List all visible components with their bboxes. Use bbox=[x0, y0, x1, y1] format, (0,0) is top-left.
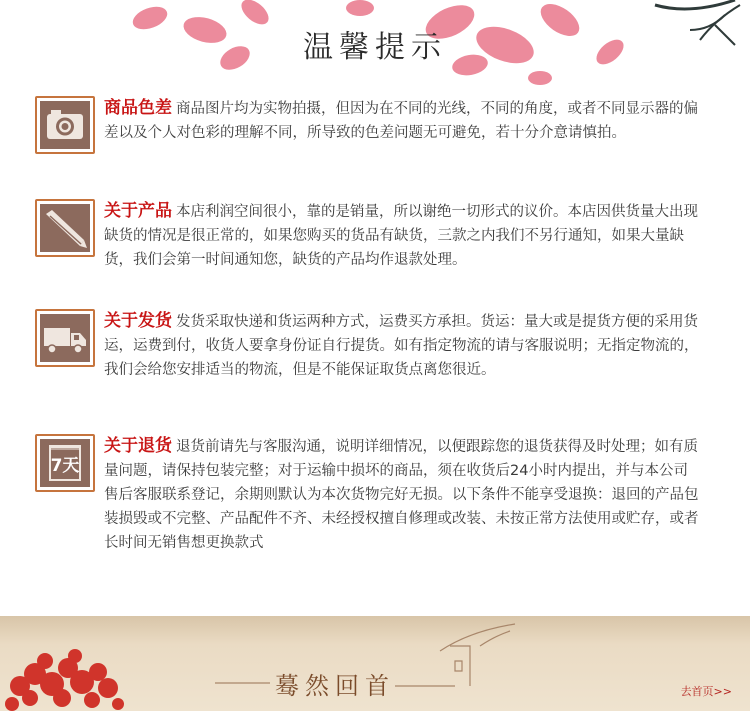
notice-icon-box bbox=[35, 96, 95, 154]
notice-title: 关于产品 bbox=[104, 201, 172, 221]
home-link[interactable]: 去首页>> bbox=[680, 685, 732, 698]
calendar-label: 7天 bbox=[50, 456, 80, 476]
notice-returns bbox=[35, 434, 700, 554]
notice-shipping bbox=[35, 309, 700, 389]
notice-text bbox=[104, 309, 700, 382]
notice-text bbox=[104, 199, 700, 272]
header-banner bbox=[0, 0, 750, 90]
footer-banner bbox=[0, 616, 750, 711]
notice-icon-box bbox=[35, 199, 95, 257]
notice-text bbox=[104, 96, 700, 145]
notice-body: 退货前请先与客服沟通，说明详细情况，以便跟踪您的退货获得及时处理；如有质量问题，请保持包装完整；对于运输中损坏的商品，须在收货后24小时内提出，并与本公司售后客服联系登记，余期则默认为本次货物完好无损。以下条件不能享受退换：退回的产品包装损毁或不完整、产品配件不齐、未经授权擅自修理或改装、未按正常方法使用或贮存，或者长时间无销售想更换款式 bbox=[104, 439, 699, 551]
notice-body: 本店利润空间很小，靠的是销量，所以谢绝一切形式的议价。本店因供货量大出现缺货的情况是很正常的，如果您购买的货品有缺货，三款之内我们不另行通知，如果大量缺货，我们会第一时间通知您，缺货的产品均作退款处理。 bbox=[104, 204, 698, 268]
camera-icon bbox=[40, 101, 90, 149]
page-title: 温馨提示 bbox=[303, 30, 447, 65]
notice-icon-box bbox=[35, 434, 95, 492]
notice-product bbox=[35, 199, 700, 279]
notice-icon-box bbox=[35, 309, 95, 367]
notice-title: 关于退货 bbox=[104, 436, 172, 456]
notice-body: 发货采取快递和货运两种方式，运费买方承担。货运：量大或是提货方便的采用货运，运费到付，收货人要拿身份证自行提货。如有指定物流的请与客服说明；无指定物流的，我们会给您安排适当的物流，但是不能保证取货点离您很近。 bbox=[104, 314, 699, 378]
notice-title: 商品色差 bbox=[104, 98, 172, 118]
footer-brand: 蓦然回首 bbox=[275, 672, 395, 700]
notice-text bbox=[104, 434, 700, 555]
truck-icon bbox=[40, 314, 90, 362]
notice-body: 商品图片均为实物拍摄，但因为在不同的光线，不同的角度，或者不同显示器的偏差以及个人对色彩的理解不同，所导致的色差问题无可避免，若十分介意请慎拍。 bbox=[104, 101, 698, 141]
pen-icon bbox=[40, 204, 90, 252]
notice-color-difference bbox=[35, 96, 700, 156]
notice-title: 关于发货 bbox=[104, 311, 172, 331]
